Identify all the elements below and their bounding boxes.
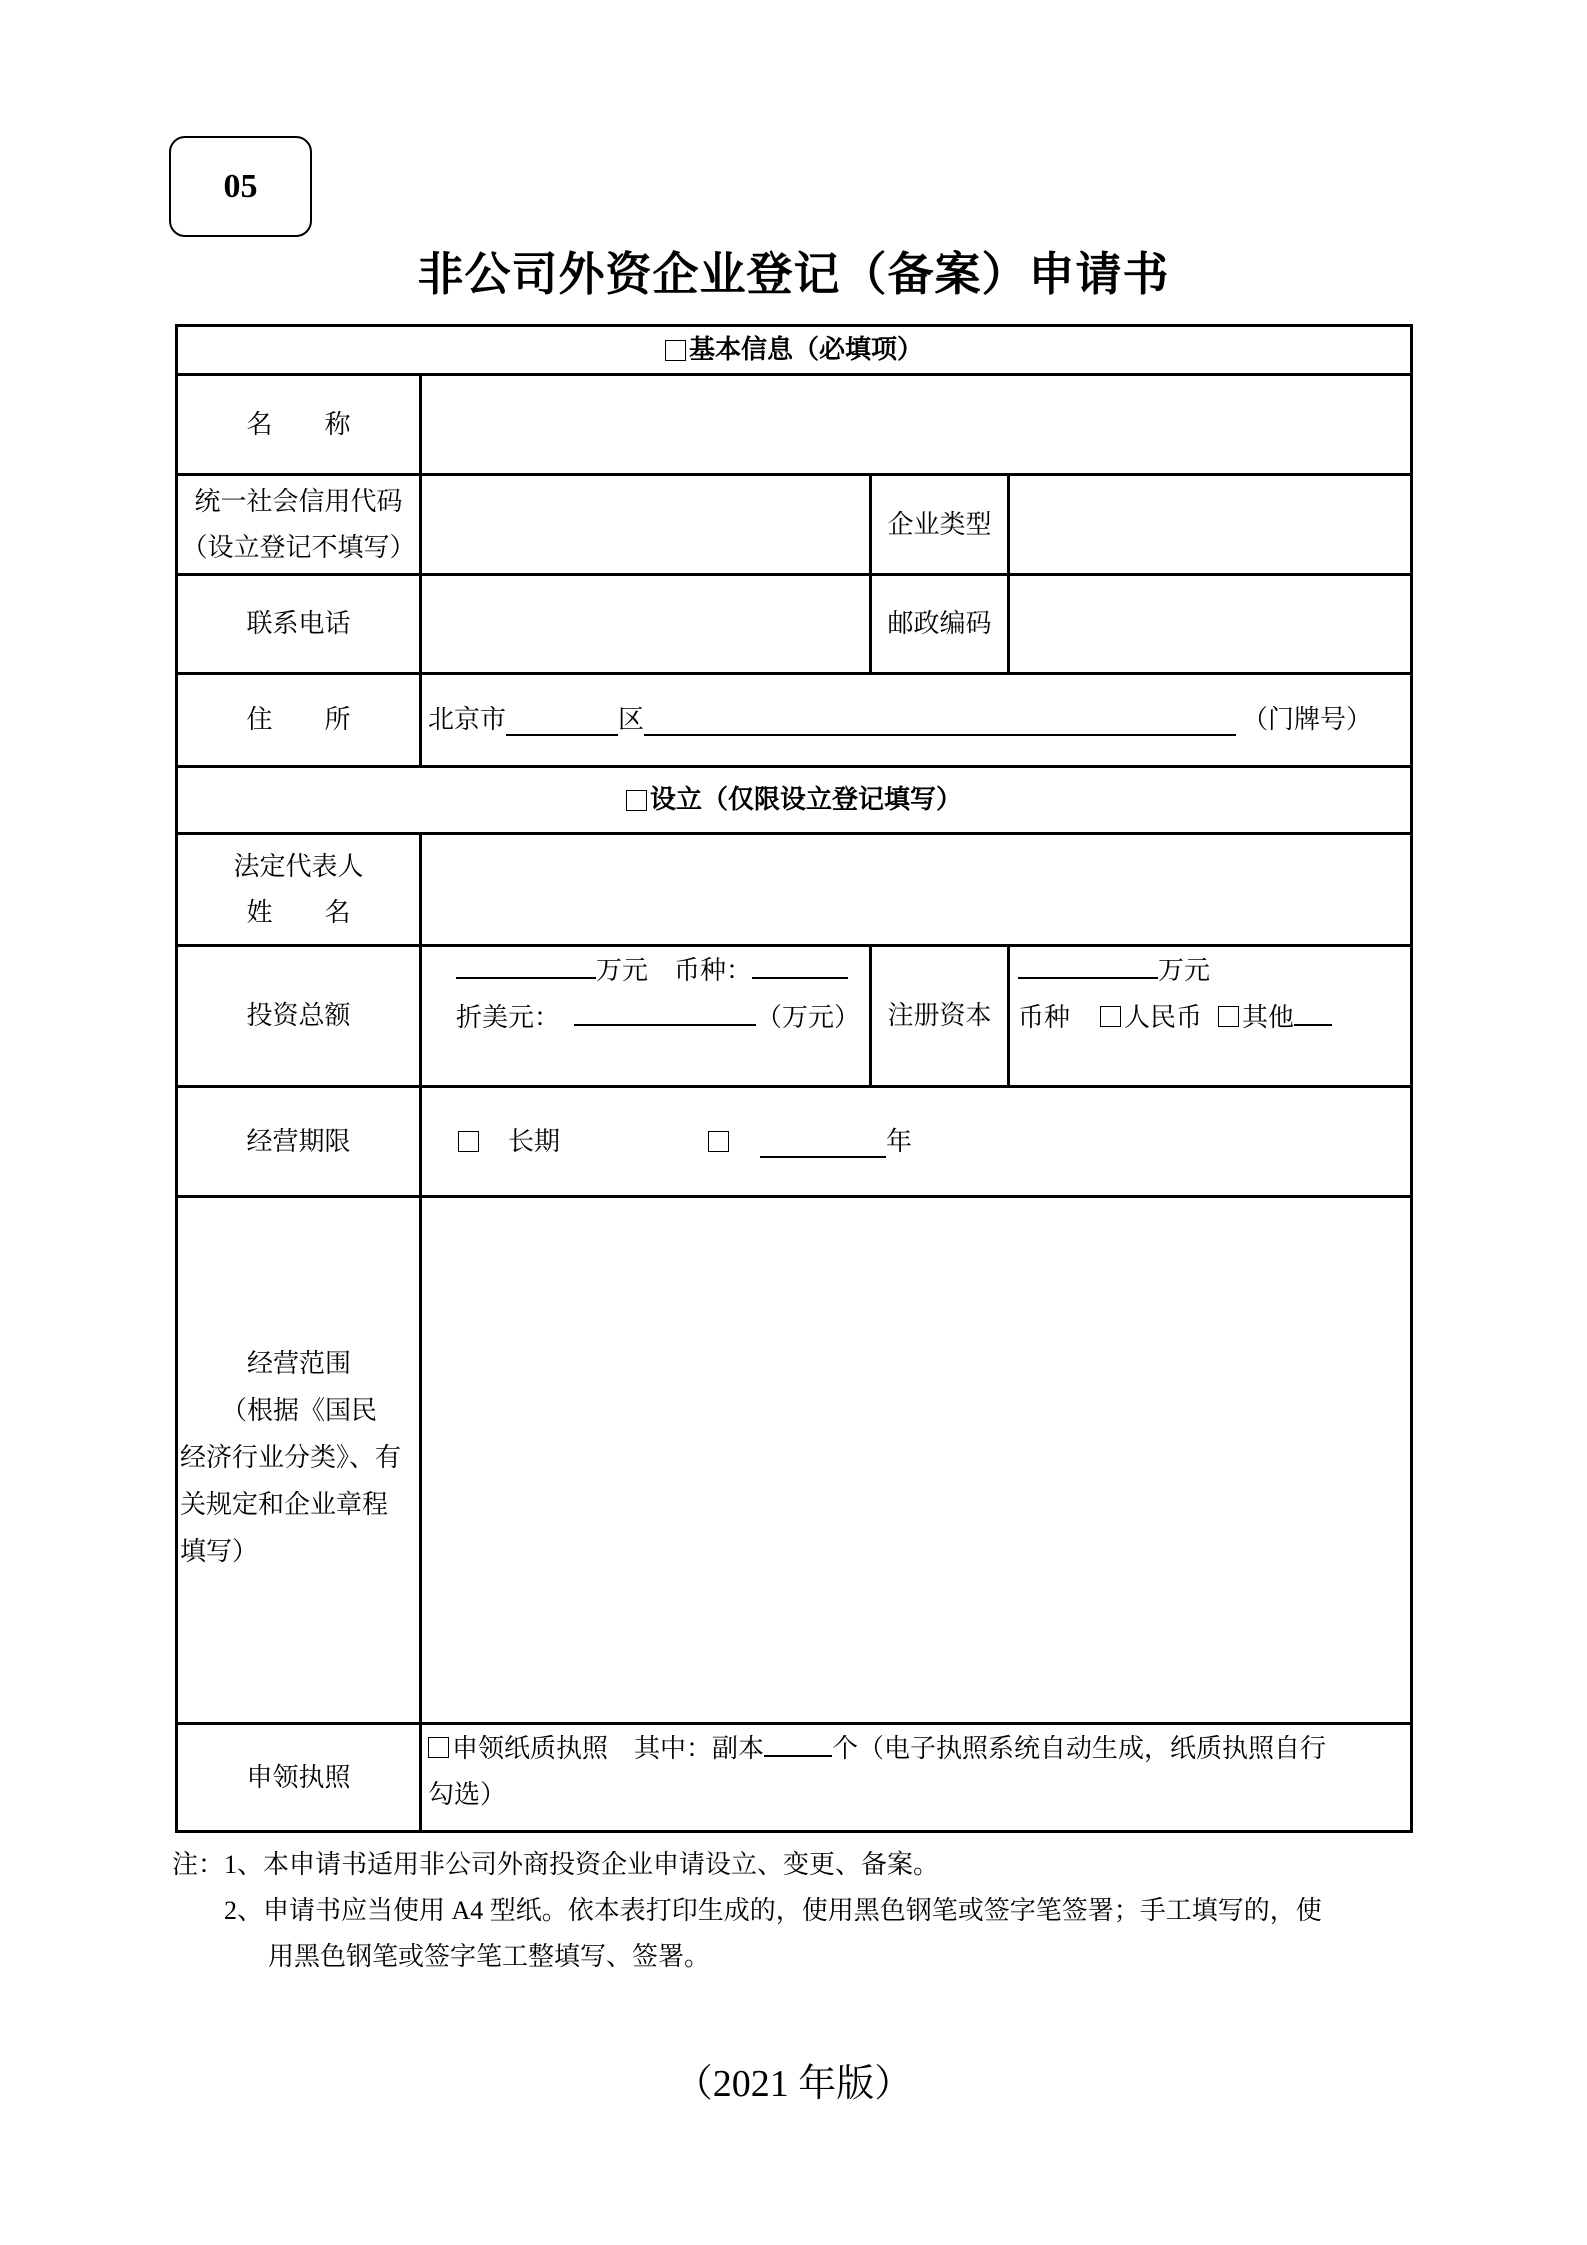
address-label: 住 所 <box>246 705 351 734</box>
postal-code-label: 邮政编码 <box>887 609 992 638</box>
term-label: 经营期限 <box>246 1126 351 1156</box>
legal-rep-field[interactable] <box>422 835 1410 944</box>
name-label: 名 称 <box>246 409 351 439</box>
investment-usd-blank[interactable] <box>574 994 756 1026</box>
license-field: 申领纸质执照 其中：副本 个（电子执照系统自动生成，纸质执照自行 勾选） <box>428 1725 1408 1830</box>
form-number-badge <box>169 136 312 237</box>
version-label: （2021 年版） <box>674 2063 913 2105</box>
license-label: 申领执照 <box>246 1762 351 1792</box>
investment-amount-blank[interactable] <box>456 947 596 979</box>
form-number: 05 <box>223 167 258 205</box>
enterprise-type-label: 企业类型 <box>887 509 992 539</box>
credit-code-label: 统一社会信用代码 （设立登记不填写） <box>181 486 416 562</box>
credit-code-field[interactable] <box>422 476 869 573</box>
license-copies-blank[interactable] <box>764 1725 832 1757</box>
district-blank[interactable] <box>506 704 618 736</box>
term-years-checkbox[interactable] <box>708 1131 729 1152</box>
investment-field: 万元 币种： 折美元： （万元） <box>456 947 868 1085</box>
phone-label: 联系电话 <box>246 609 351 638</box>
business-scope-label: 经营范围 （根据《国民 经济行业分类》、有 关规定和企业章程 填写） <box>180 1349 402 1566</box>
paper-license-checkbox[interactable] <box>428 1737 449 1758</box>
term-years-blank[interactable] <box>760 1126 886 1158</box>
section-setup-label: 设立（仅限设立登记填写） <box>649 785 962 814</box>
registered-capital-blank[interactable] <box>1018 947 1158 979</box>
page-title: 非公司外资企业登记（备案）申请书 <box>417 249 1170 300</box>
term-long-checkbox[interactable] <box>458 1131 479 1152</box>
section-setup-checkbox[interactable] <box>626 790 647 811</box>
street-blank[interactable] <box>644 704 1236 736</box>
legal-rep-label: 法定代表人 姓 名 <box>233 851 364 927</box>
investment-label: 投资总额 <box>246 1001 351 1030</box>
section-basic-label: 基本信息（必填项） <box>688 335 923 364</box>
section-basic-checkbox[interactable] <box>665 340 686 361</box>
investment-currency-blank[interactable] <box>752 947 848 979</box>
business-scope-field[interactable] <box>422 1198 1410 1722</box>
term-field: 长期 年 <box>458 1088 1408 1195</box>
name-field[interactable] <box>422 376 1410 473</box>
section-setup-header <box>178 768 1410 832</box>
registered-capital-label: 注册资本 <box>887 1001 992 1030</box>
enterprise-type-field[interactable] <box>1010 476 1410 573</box>
postal-code-field[interactable] <box>1010 576 1410 672</box>
currency-other-checkbox[interactable] <box>1218 1006 1239 1027</box>
section-basic-header <box>178 327 1410 373</box>
registered-capital-field: 万元 币种 人民币 其他 <box>1018 947 1408 1085</box>
address-field[interactable]: 北京市 区 （门牌号） <box>428 705 1373 734</box>
currency-rmb-checkbox[interactable] <box>1100 1006 1121 1027</box>
phone-field[interactable] <box>422 576 869 672</box>
notes: 注：1、本申请书适用非公司外商投资企业申请设立、变更、备案。 2、申请书应当使用 A4 型纸。依本表打印生成的，使用黑色钢笔或签字笔签署；手工填写的，使 用黑色钢笔或签字笔工整填写、签署。 <box>172 1850 1322 1971</box>
currency-other-blank[interactable] <box>1294 994 1332 1026</box>
